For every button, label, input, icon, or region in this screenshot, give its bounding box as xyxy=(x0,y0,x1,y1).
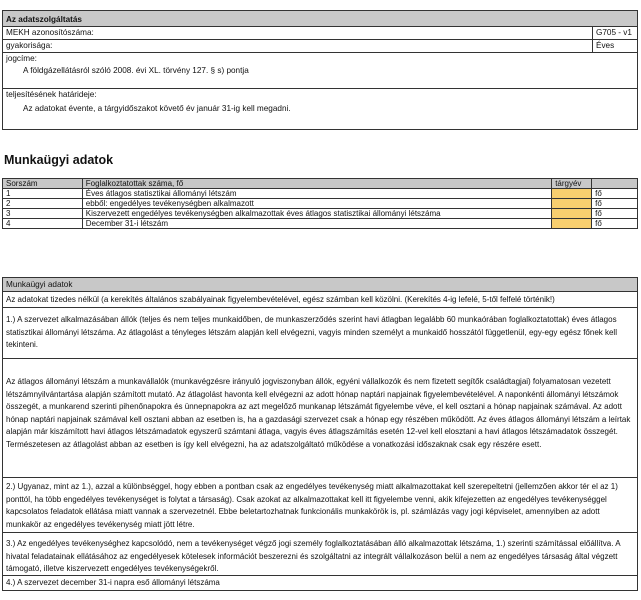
value-input-cell[interactable] xyxy=(552,219,592,229)
value-input-cell[interactable] xyxy=(552,189,592,199)
frequency-value: Éves xyxy=(592,40,637,52)
note-4: 4.) A szervezet december 31-i napra eső állományi létszáma xyxy=(6,578,220,587)
mekh-row xyxy=(3,27,637,40)
table-row xyxy=(3,199,638,209)
page-title: Munkaügyi adatok xyxy=(4,153,114,167)
row-number: 4 xyxy=(3,219,83,229)
row-label: Éves átlagos statisztikai állományi létszám xyxy=(82,189,551,199)
deadline-row xyxy=(3,89,637,129)
legal-basis-row xyxy=(3,53,637,89)
frequency-row xyxy=(3,40,637,53)
frequency-label: gyakorisága: xyxy=(6,41,53,50)
table-row xyxy=(3,219,638,229)
row-number: 2 xyxy=(3,199,83,209)
notes-header: Munkaügyi adatok xyxy=(3,278,637,292)
col-header-unit xyxy=(592,179,638,189)
note-2: 2.) Ugyanaz, mint az 1.), azzal a különbséggel, hogy ebben a pontban csak az engedélyes tevékenység miatt alkalmazottakat kell szerepeltetni (jellemzően akkor tér el az 1) ponttól, ha több engedélyes tevékenységet is folytat a társaság). Csak azokat az alkalmazottakat kell itt figyelembe venni, akik kifejezetten az engedélyes tevékenységgel kapcsolatos feladatok ellátása miatt vannak a szervezetnél. Ebbe beletartozhatnak funkcionális munkakörök is, pl. számlázás vagy jogi képviselet, amennyiben az adott munkakör az engedélyes tevékenység miatt jött létre. xyxy=(3,478,637,533)
row-unit: fő xyxy=(592,219,638,229)
table-row xyxy=(3,209,638,219)
row-number: 3 xyxy=(3,209,83,219)
employment-table xyxy=(2,178,638,229)
mekh-label: MEKH azonosítószáma: xyxy=(6,28,94,37)
legal-basis-text: A földgázellátásról szóló 2008. évi XL. törvény 127. § s) pontja xyxy=(23,66,249,75)
row-unit: fő xyxy=(592,189,638,199)
row-unit: fő xyxy=(592,199,638,209)
mekh-value: G705 - v1 xyxy=(592,27,637,39)
value-input-cell[interactable] xyxy=(552,209,592,219)
row-number: 1 xyxy=(3,189,83,199)
notes-section xyxy=(2,277,638,591)
note-3: 3.) Az engedélyes tevékenységhez kapcsolódó, nem a tevékenységet végző jogi személy foglalkoztatásában álló alkalmazottak létszáma, 1.) szerinti számítással előállítva. A hivatal feladatainak ellátásához az engedélyesek kötelesek információt beszerezni és szolgáltatni az integrált vállalkozáson belül a nem az engedélyes társaság által végzett támogató, illetve kiszervezett engedélyes tevékenységekről. xyxy=(3,533,637,576)
note-1: 1.) A szervezet alkalmazásában állók (teljes és nem teljes munkaidőben, de munkaszerződés szerint havi átlagban legalább 60 munkaórában foglalkoztatottak) éves átlagos statisztikai állományi létszáma. Az átlagolást a tényleges létszám alapján kell elvégezni, vagyis minden személyt a munkaidő hosszától függetlenül, egy-egy egész főnek kell tekinteni. xyxy=(3,308,637,359)
data-provision-info xyxy=(2,10,638,130)
note-rounding: Az adatokat tizedes nélkül (a kerekítés általános szabályainak figyelembevételével, egész számban kell közölni. (Kerekítés 4-ig lefelé, 5-től felfelé történik!) xyxy=(3,292,637,308)
col-header-sorszam: Sorszám xyxy=(3,179,83,189)
note-average-headcount: Az átlagos állományi létszám a munkavállalók (munkavégzésre irányuló jogviszonyban állók, egyéni vállalkozók és nem fizetett segítők családtagjai) folyamatosan vezetett létszámnyilvántartása alapján számított mutató. Az átlagolást havonta kell elvégezni az adott hónap naptári napjainak figyelembevételével. A naponkénti állományi létszámok összegét, a munkarend szerinti pihenőnapokra és ünnepnapokra az azt megelőző munkanap létszámát figyelembe véve, el kell osztani a hónap napjainak számával. Az adott hónap naptári napjainak számával kell osztani abban az esetben is, ha a gazdasági szervezet csak a hónap egy részében működött. Az éves átlagos állományi létszám a leírtak alapján már kiszámított havi átlagos létszámadatok egyszerű számtani átlaga, vagyis éves átlagszámítás esetén 12-vel kell elosztani a havi átlagos létszámadatok összegét. Természetesen az átlagolást abban az esetben is így kell elvégezni, ha az adatszolgáltató működése a vonatkozási időszaknak csak egy részére esett. xyxy=(3,359,637,478)
col-header-year: tárgyév xyxy=(552,179,592,189)
row-label: Kiszervezett engedélyes tevékenységben alkalmazottak éves átlagos statisztikai állományi létszáma xyxy=(82,209,551,219)
table-row xyxy=(3,189,638,199)
table-header-row xyxy=(3,179,638,189)
col-header-label: Foglalkoztatottak száma, fő xyxy=(82,179,551,189)
value-input-cell[interactable] xyxy=(552,199,592,209)
info-header: Az adatszolgáltatás xyxy=(3,11,637,27)
row-label: December 31-i létszám xyxy=(82,219,551,229)
legal-basis-label: jogcíme: xyxy=(6,54,37,63)
deadline-label: teljesítésének határideje: xyxy=(6,90,97,99)
row-label: ebből: engedélyes tevékenységben alkalmazott xyxy=(82,199,551,209)
row-unit: fő xyxy=(592,209,638,219)
deadline-text: Az adatokat évente, a tárgyidőszakot követő év január 31-ig kell megadni. xyxy=(23,104,291,113)
